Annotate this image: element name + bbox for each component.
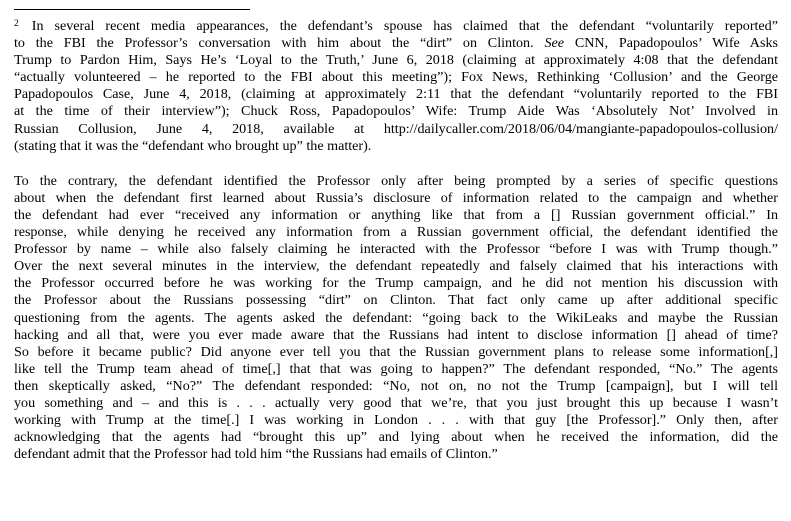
footnote-line: Trump to Pardon Him, Says He’s ‘Loyal to the Truth,’ June 6, 2018 (claiming at approximately 4:08 that the defendant	[14, 52, 778, 69]
footnote-line: (stating that it was the “defendant who brought up” the matter).	[14, 137, 372, 154]
paragraph-line: So before it became public? Did anyone ever tell you that the Russian government plans to release some information[,]	[14, 343, 778, 360]
paragraph-line: Over the next several minutes in the interview, the defendant repeatedly and falsely claimed that his interactions with	[14, 258, 778, 275]
paragraph-line: you something and – and this is . . . actually very good that we’re, that you just brought this up because I wasn’t	[14, 394, 778, 411]
paragraph-line: the Professor occurred before he was working for the Trump campaign, and he did not mention his discussion with	[14, 275, 778, 292]
footnote-line: Papadopoulos Case, June 4, 2018, (claiming at approximately 2:11 that the defendant “voluntarily reported to the FBI	[14, 86, 778, 103]
paragraph-line: response, while denying he received any information from a Russian government official, the defendant identified the	[14, 224, 778, 241]
paragraph-line: acknowledging that the agents had “brought this up” and lying about when he received the information, did the	[14, 429, 778, 446]
paragraph-line: To the contrary, the defendant identified the Professor only after being prompted by a series of specific questions	[14, 172, 778, 189]
footnote-line: Russian Collusion, June 4, 2018, available at http://dailycaller.com/2018/06/04/mangiante-papadopoulos-collusion/	[14, 120, 778, 137]
footnote-line: $^2$ In several recent media appearances, the defendant’s spouse has claimed that the defendant “voluntarily reported”	[14, 18, 778, 34]
footnote	[14, 18, 778, 155]
paragraph-line: working with Trump at the time[.] I was working in London . . . with that guy [the Professor].” Only then, after	[14, 412, 778, 429]
footnote-separator	[14, 9, 250, 10]
paragraph-line: like tell the Trump team ahead of time[,] that that was going to happen?” The defendant responded, “No.” The agents	[14, 360, 778, 377]
footnote-line: to the FBI the Professor’s conversation with him about the “dirt” on Clinton. See CNN, Papadopoulos’ Wife Asks	[14, 35, 778, 52]
document-page	[14, 0, 778, 463]
body-paragraph	[14, 173, 778, 464]
footnote-line: at the time of their interview”); Chuck Ross, Papadopoulos’ Wife: Trump Aide Was ‘Absolutely Not’ Involved in	[14, 103, 778, 120]
footnote-number: 2	[14, 19, 19, 29]
paragraph-line: questioning from the agents. The agents asked the defendant: “going back to the WikiLeaks and maybe the Russian	[14, 309, 778, 326]
footnote-line: “actually volunteered – he reported to the FBI about this meeting”); Fox News, Rethinking ‘Collusion’ and the George	[14, 69, 778, 86]
paragraph-line: Professor by name – while also falsely claiming he interacted with the Professor “before I was with Trump though.”	[14, 241, 778, 258]
paragraph-line: hacking and all that, were you ever made aware that the Russians had intent to disclose information [] ahead of time?	[14, 326, 778, 343]
paragraph-line: defendant admit that the Professor had told him “the Russians had emails of Clinton.”	[14, 446, 498, 463]
paragraph-line: about when the defendant first learned about Russia’s disclosure of information related to the campaign and whether	[14, 189, 778, 206]
paragraph-line: the Professor about the Russians possessing “dirt” on Clinton. That fact only came up after additional specific	[14, 292, 778, 309]
paragraph-line: the defendant had ever “received any information or anything like that from a [] Russian government official.” In	[14, 206, 778, 223]
paragraph-line: then skeptically asked, “No?” The defendant responded: “No, not on, no not the Trump [campaign], but I will tell	[14, 377, 778, 394]
citation-signal: See	[544, 35, 564, 52]
